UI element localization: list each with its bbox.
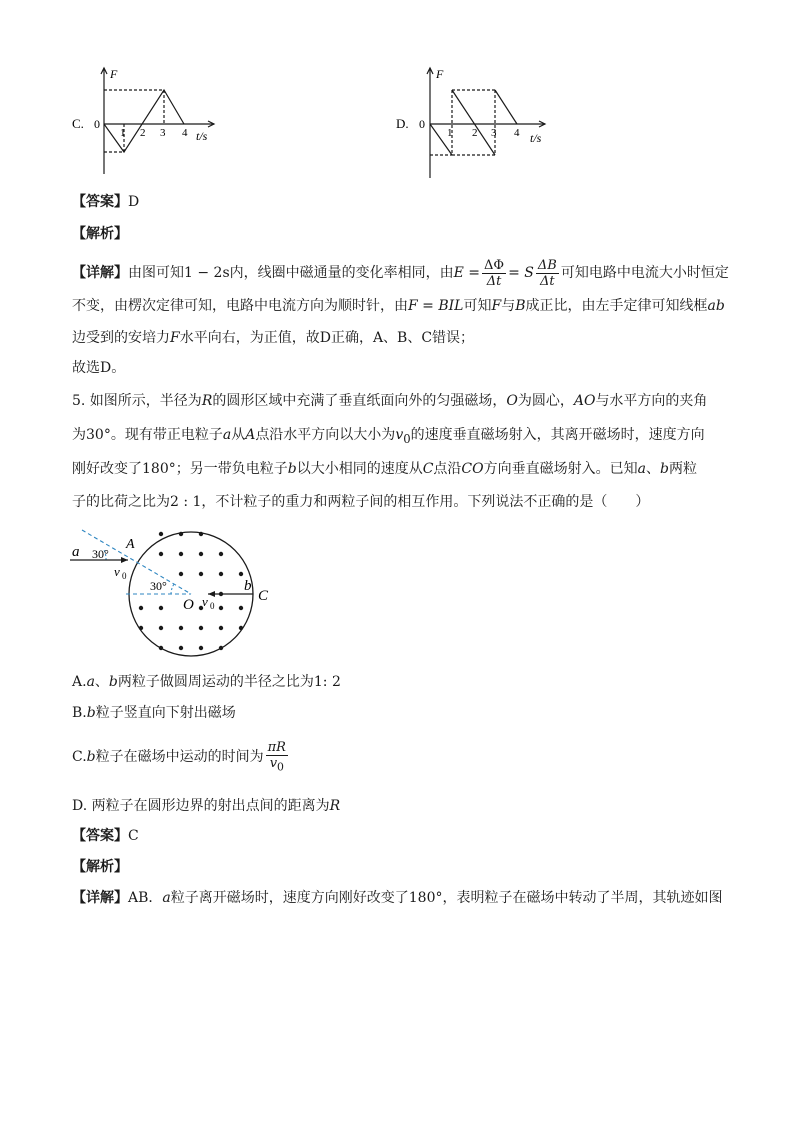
label-angle-o: 30° [150, 579, 167, 593]
q5-var-a: a [637, 461, 646, 477]
q5-detail-tag: 【详解】 [72, 890, 128, 906]
q5-text: 的圆形区域中充满了垂直纸面向外的匀强磁场， [212, 393, 507, 409]
q4-detail-text: 可知 [463, 298, 492, 314]
q4-detail-line-2 [72, 296, 725, 316]
graph-d-option-label: D. [396, 116, 409, 131]
particle-b-arrowhead [208, 591, 215, 597]
q4-answer-line [72, 192, 139, 212]
q5-text: 为30°。现有带正电粒子 [72, 427, 223, 443]
q5-var-ao: AO [573, 393, 596, 409]
q4-eq-s: = S [508, 265, 534, 281]
label-v0-a: v [114, 564, 120, 579]
label-v0-b-sub: 0 [210, 601, 215, 611]
q4-time-range: 1 − 2s [184, 265, 230, 281]
option-text: D. 两粒子在圆形边界的射出点间的距离为 [72, 798, 330, 814]
option-prefix: C. [72, 749, 87, 765]
q4-analysis-line [72, 224, 128, 244]
q4-eq-f: F = BIL [408, 298, 464, 314]
graph-c-origin: 0 [94, 117, 100, 131]
label-particle-a: a [72, 544, 80, 560]
q4-eq-e: E = [453, 265, 481, 281]
q5-option-a [72, 672, 341, 692]
graph-c-tick-1: 1 [120, 127, 126, 139]
label-v0-b: v [202, 594, 208, 609]
q4-frac-phi: $\frac{\Delta\Phi}{\Delta t}$ [484, 257, 505, 289]
graph-c-tick-2: 2 [140, 127, 146, 139]
q5-var-a: a [162, 890, 171, 906]
q5-var-A: A [245, 427, 256, 443]
magnetic-field-figure [68, 520, 298, 666]
q5-analysis-tag: 【解析】 [72, 859, 128, 875]
q5-stem-line-4: 子的比荷之比为2 : 1，不计粒子的重力和两粒子间的相互作用。下列说法不正确的是（ ） [72, 494, 650, 510]
option-text: 粒子在磁场中运动的时间为 [95, 749, 264, 765]
option-prefix: B. [72, 705, 87, 721]
option-text: 粒子竖直向下射出磁场 [95, 705, 236, 721]
q4-detail-text: 由图可知 [128, 265, 184, 281]
graph-d-tick-1: 1 [447, 127, 453, 139]
q5-var-r: R [201, 393, 213, 409]
q5-var-b: b [659, 461, 669, 477]
q5-option-d [72, 796, 340, 816]
q5-text: 刚好改变了180°；另一带负电粒子 [72, 461, 288, 477]
q5-stem-line-3 [72, 459, 697, 479]
q5-text: 以大小相同的速度从 [296, 461, 423, 477]
q5-var-b: b [287, 461, 297, 477]
q4-detail-line-1 [72, 256, 729, 290]
graph-d-axis-y: F [436, 67, 444, 81]
q4-detail-tag: 【详解】 [72, 265, 128, 281]
graph-c-tick-3: 3 [160, 127, 166, 139]
q5-var-v0: v [395, 427, 404, 443]
graph-d-tick-4: 4 [514, 127, 520, 139]
q5-var-a: a [222, 427, 232, 443]
q4-detail-text: 可知电路中电流大小时恒定 [560, 265, 729, 281]
q4-analysis-tag: 【解析】 [72, 226, 128, 242]
q5-text: 5. 如图所示，半径为 [72, 393, 202, 409]
q5-text: 方向垂直磁场射入。已知 [483, 461, 638, 477]
q5-var-C: C [422, 461, 434, 477]
q5-text: 点沿 [433, 461, 462, 477]
q5-text: 从 [231, 427, 246, 443]
q4-var-f: F [170, 330, 180, 346]
graph-option-c [64, 62, 224, 182]
q4-detail-text: 与 [501, 298, 516, 314]
q5-var-v0-sub: 0 [403, 431, 411, 446]
q5-text: 的速度垂直磁场射入，其离开磁场时，速度方向 [410, 427, 705, 443]
q4-var-ab: ab [707, 298, 725, 314]
label-angle-a: 30° [92, 547, 109, 561]
q4-detail-text: 边受到的安培力 [72, 330, 170, 346]
q5-detail-text: 粒子离开磁场时，速度方向刚好改变了180°，表明粒子在磁场中转动了半周，其轨迹如图 [170, 890, 723, 906]
q5-detail-text: AB． [128, 890, 163, 906]
graph-option-d [390, 62, 560, 182]
graph-c-axis-x: t/s [196, 129, 208, 143]
label-point-C: C [258, 588, 269, 604]
q5-text: 为圆心， [517, 393, 574, 409]
q4-detail-text: 不变，由楞次定律可知，电路中电流方向为顺时针，由 [72, 298, 408, 314]
q5-stem-line-2 [72, 425, 705, 449]
angle-arc-o [171, 584, 174, 594]
q5-text: 点沿水平方向以大小为 [255, 427, 396, 443]
q5-text: 、 [645, 461, 660, 477]
q5-var-b: b [86, 705, 96, 721]
graph-d-tick-2: 2 [472, 127, 478, 139]
graph-c-tick-4: 4 [182, 127, 188, 139]
q4-var-b: B [515, 298, 526, 314]
graph-c-axis-y: F [110, 67, 118, 81]
label-center-O: O [183, 597, 194, 613]
q5-var-r: R [329, 798, 341, 814]
q5-frac-time: $\frac{\pi R}{v_0}$ [267, 739, 286, 774]
graph-c-option-label: C. [72, 116, 84, 131]
q5-answer: C [128, 828, 139, 844]
q5-text: 、 [94, 674, 109, 690]
q4-answer: D [128, 194, 140, 210]
q5-stem-line-1 [72, 391, 707, 411]
particle-a-arrowhead [121, 557, 128, 563]
q4-answer-tag: 【答案】 [72, 194, 128, 210]
q5-answer-tag: 【答案】 [72, 828, 128, 844]
option-text: 两粒子做圆周运动的半径之比为1: 2 [117, 674, 341, 690]
q4-var-f: F [491, 298, 502, 314]
q4-frac-b: $\frac{\Delta B}{\Delta t}$ [537, 257, 557, 289]
q5-var-a: a [86, 674, 95, 690]
q5-option-b [72, 703, 236, 723]
q4-choose: 故选D。 [72, 360, 126, 376]
q5-option-c [72, 738, 290, 776]
q5-answer-line [72, 826, 139, 846]
option-prefix: A. [72, 674, 87, 690]
graph-d-tick-3: 3 [491, 127, 497, 139]
q4-detail-text: 水平向右，为正值，故D正确，A、B、C错误； [179, 330, 475, 346]
q5-var-CO: CO [461, 461, 484, 477]
label-particle-b: b [244, 578, 252, 594]
q4-detail-line-3 [72, 328, 474, 348]
q5-var-b: b [86, 749, 96, 765]
label-v0-a-sub: 0 [122, 571, 127, 581]
label-point-A: A [126, 537, 135, 552]
graph-d-axis-x: t/s [530, 131, 542, 145]
q5-var-o: O [506, 393, 518, 409]
q5-analysis-line [72, 857, 128, 877]
q5-text: 两粒 [668, 461, 697, 477]
q5-text: 与水平方向的夹角 [595, 393, 708, 409]
ao-dashed-line [82, 530, 191, 594]
graph-d-origin: 0 [419, 117, 425, 131]
q4-detail-text: 内，线圈中磁通量的变化率相同，由 [229, 265, 454, 281]
q5-var-b: b [108, 674, 118, 690]
q5-detail-line-1 [72, 888, 723, 908]
q4-detail-text: 成正比，由左手定律可知线框 [525, 298, 708, 314]
